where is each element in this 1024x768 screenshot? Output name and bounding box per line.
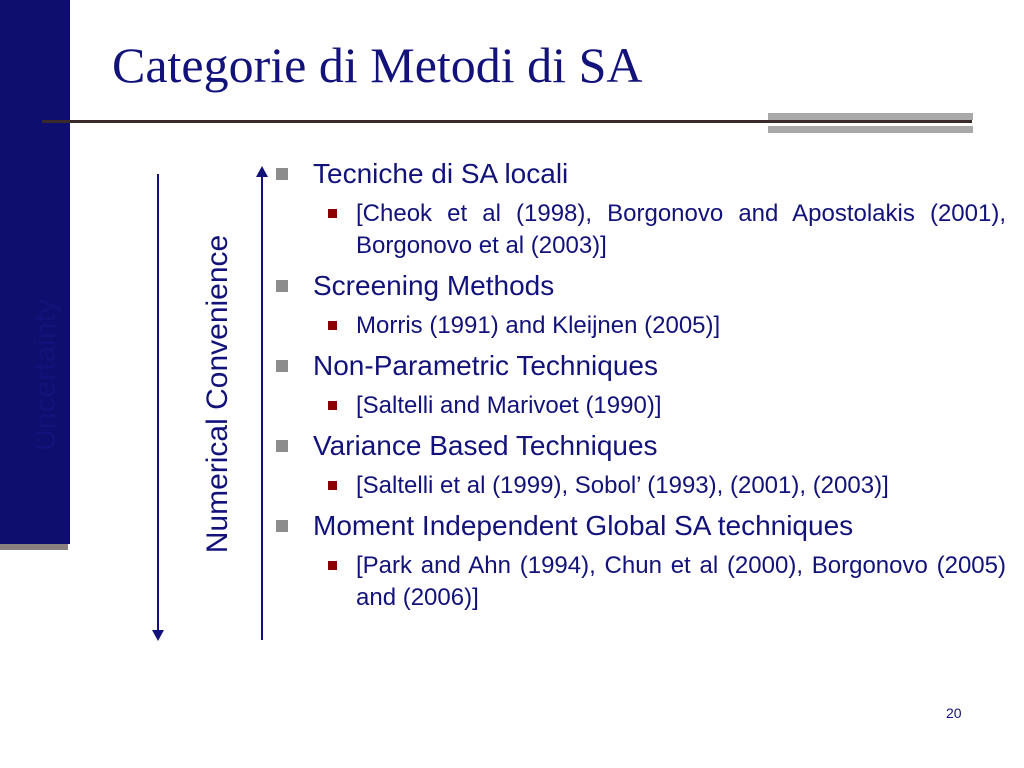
title-rule-accent-bottom (768, 126, 973, 133)
numerical-convenience-axis-label: Numerical Convenience (201, 234, 234, 554)
list-item (270, 348, 1006, 384)
left-bar-shadow (0, 544, 68, 550)
bullet-label: Tecniche di SA locali (313, 158, 569, 189)
page-number: 20 (946, 705, 962, 721)
bullet-label: Non-Parametric Techniques (313, 350, 658, 381)
bullet-sub-label: [Saltelli et al (1999), Sobol’ (1993), (2001), (2003)] (356, 472, 889, 499)
list-item (270, 268, 1006, 304)
bullet-sub-label: [Saltelli and Marivoet (1990)] (356, 392, 662, 419)
uncertainty-axis-label: Uncertainty (29, 299, 62, 451)
square-bullet-icon (276, 440, 288, 452)
slide-title: Categorie di Metodi di SA (112, 37, 643, 93)
uncertainty-arrow-shaft (157, 174, 159, 634)
list-item (270, 508, 1006, 544)
square-bullet-icon (276, 280, 288, 292)
square-bullet-icon (276, 520, 288, 532)
bullet-label: Screening Methods (313, 270, 555, 301)
list-item (270, 156, 1006, 192)
title-rule-accent-top (768, 113, 973, 120)
square-bullet-icon (276, 360, 288, 372)
list-item (270, 428, 1006, 464)
square-bullet-icon (328, 561, 337, 570)
square-bullet-icon (328, 209, 337, 218)
bullet-label: Moment Independent Global SA techniques (313, 510, 854, 541)
down-arrow-icon (152, 630, 164, 641)
up-arrow-icon (256, 166, 268, 177)
square-bullet-icon (328, 401, 337, 410)
list-subitem (270, 390, 1006, 422)
bullet-sub-label: [Cheok et al (1998), Borgonovo and Apostolakis (2001), Borgonovo et al (2003)] (356, 200, 1006, 259)
bullet-label: Variance Based Techniques (313, 430, 658, 461)
bullet-sub-label: Morris (1991) and Kleijnen (2005)] (356, 312, 721, 339)
list-subitem (270, 310, 1006, 342)
square-bullet-icon (328, 481, 337, 490)
title-rule (42, 120, 972, 123)
square-bullet-icon (276, 168, 288, 180)
convenience-arrow-shaft (261, 176, 263, 640)
list-subitem (270, 470, 1006, 502)
list-subitem (270, 550, 1006, 614)
list-subitem (270, 198, 1006, 262)
square-bullet-icon (328, 321, 337, 330)
bullet-list (270, 150, 1006, 618)
bullet-sub-label: [Park and Ahn (1994), Chun et al (2000), Borgonovo (2005) and (2006)] (356, 552, 1006, 611)
